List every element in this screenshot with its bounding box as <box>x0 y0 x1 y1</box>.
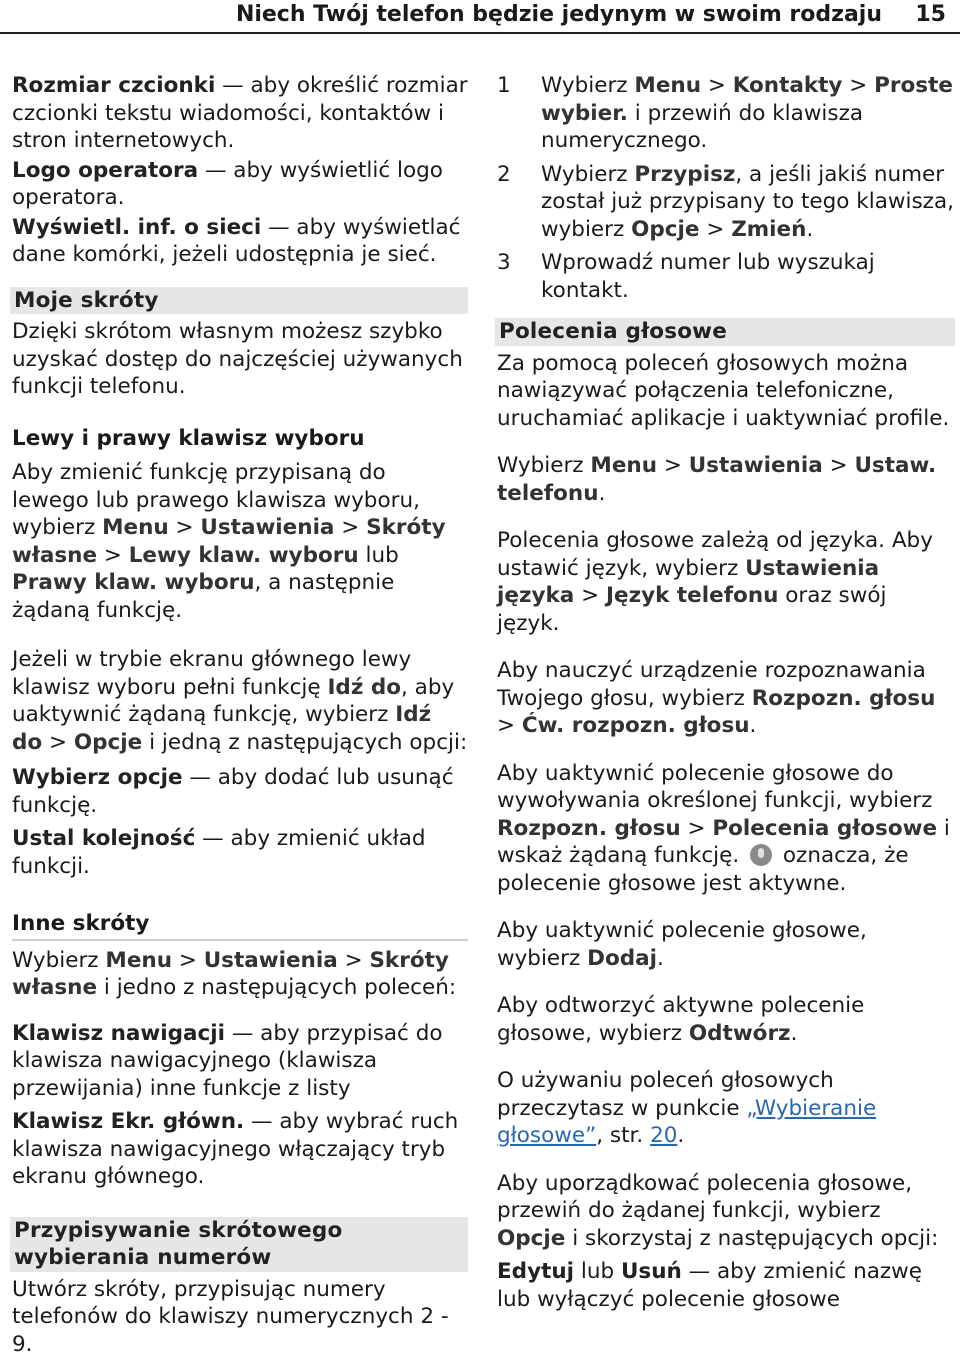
section-text: Aby uaktywnić polecenie głosowe, wybierz Dodaj. <box>497 918 867 971</box>
section-text: Jeżeli w trybie ekranu głównego lewy klawisz wyboru pełni funkcję Idź do, aby uaktywnić żądaną funkcję, wybierz Idź do > Opcje i jedną z następujących opcji: <box>12 647 468 755</box>
section-text: O używaniu poleceń głosowych przeczytasz w punkcie „Wybieranie głosowe”, str. 20. <box>497 1068 877 1148</box>
section-text: Polecenia głosowe zależą od języka. Aby ustawić język, wybierz Ustawienia języka > Język telefonu oraz swój język. <box>497 528 933 636</box>
section-heading-lewy-prawy: Lewy i prawy klawisz wyboru <box>12 425 365 451</box>
section-text: Utwórz skróty, przypisując numery telefonów do klawiszy numerycznych 2 - 9. <box>12 1276 449 1357</box>
page-reference-link[interactable]: 20 <box>650 1123 678 1148</box>
section-text: Dzięki skrótom własnym możesz szybko uzyskać dostęp do najczęściej używanych funkcji telefonu. <box>12 319 463 399</box>
chapter-title: Niech Twój telefon będzie jedynym w swoim rodzaju <box>235 2 882 27</box>
section-heading-inne-skroty: Inne skróty <box>12 910 468 941</box>
list-item: 1 Wybierz Menu > Kontakty > Proste wybier. i przewiń do klawisza numerycznego. <box>497 73 953 153</box>
section-text: Wybierz Menu > Ustawienia > Ustaw. telefonu. <box>497 453 937 506</box>
definition-item: Logo operatora — aby wyświetlić logo operatora. <box>12 157 443 210</box>
section-text: Aby odtworzyć aktywne polecenie głosowe, wybierz Odtwórz. <box>497 993 865 1046</box>
option-item: Klawisz nawigacji — aby przypisać do klawisza nawigacyjnego (klawisza przewijania) inne funkcje z listy <box>12 1020 443 1101</box>
definition-item: Wyświetl. inf. o sieci — aby wyświetlać dane komórki, jeżeli udostępnia je sieć. <box>12 214 461 267</box>
definition-item: Rozmiar czcionki — aby określić rozmiar czcionki tekstu wiadomości, kontaktów i stron internetowych. <box>12 73 468 153</box>
right-column <box>497 72 955 1327</box>
left-column <box>12 72 468 1372</box>
voice-command-icon <box>750 844 772 866</box>
section-text: Wybierz Menu > Ustawienia > Skróty własne i jedno z następujących poleceń: <box>12 947 457 1000</box>
option-item: Wybierz opcje — aby dodać lub usunąć funkcję. <box>12 765 454 818</box>
section-heading-przypisywanie: Przypisywanie skrótowego wybierania numerów <box>10 1217 468 1272</box>
steps-list <box>497 72 955 304</box>
list-item: 3 Wprowadź numer lub wyszukaj kontakt. <box>497 250 875 303</box>
section-heading-polecenia: Polecenia głosowe <box>495 318 955 346</box>
section-text: Aby uaktywnić polecenie głosowe do wywoływania określonej funkcji, wybierz Rozpozn. głosu > Polecenia głosowe i wskaż żądaną funkcję. oznacza, że polecenie głosowe jest aktywne. <box>497 760 950 896</box>
option-item: Ustal kolejność — aby zmienić układ funkcji. <box>12 826 426 879</box>
page-header <box>0 0 960 34</box>
option-item: Edytuj lub Usuń — aby zmienić nazwę lub wyłączyć polecenie głosowe <box>497 1259 922 1312</box>
section-text: Aby uporządkować polecenia głosowe, przewiń do żądanej funkcji, wybierz Opcje i skorzystaj z następujących opcji: <box>497 1170 939 1251</box>
page-number: 15 <box>915 2 946 27</box>
option-item: Klawisz Ekr. główn. — aby wybrać ruch klawisza nawigacyjnego włączający tryb ekranu głównego. <box>12 1109 459 1189</box>
section-text: Aby zmienić funkcję przypisaną do lewego lub prawego klawisza wyboru, wybierz Menu > Ustawienia > Skróty własne > Lewy klaw. wyboru lub Prawy klaw. wyboru, a następnie żądaną funkcję. <box>12 460 446 623</box>
cross-reference-link[interactable]: „Wybieranie głosowe” <box>497 1095 877 1148</box>
section-text: Za pomocą poleceń głosowych można nawiązywać połączenia telefoniczne, uruchamiać aplikacje i uaktywniać profile. <box>497 350 950 431</box>
list-item: 2 Wybierz Przypisz, a jeśli jakiś numer został już przypisany to tego klawisza, wybierz Opcje > Zmień. <box>497 161 954 242</box>
section-text: Aby nauczyć urządzenie rozpoznawania Twojego głosu, wybierz Rozpozn. głosu > Ćw. rozpozn. głosu. <box>497 658 936 738</box>
section-heading-moje-skroty: Moje skróty <box>10 287 468 315</box>
